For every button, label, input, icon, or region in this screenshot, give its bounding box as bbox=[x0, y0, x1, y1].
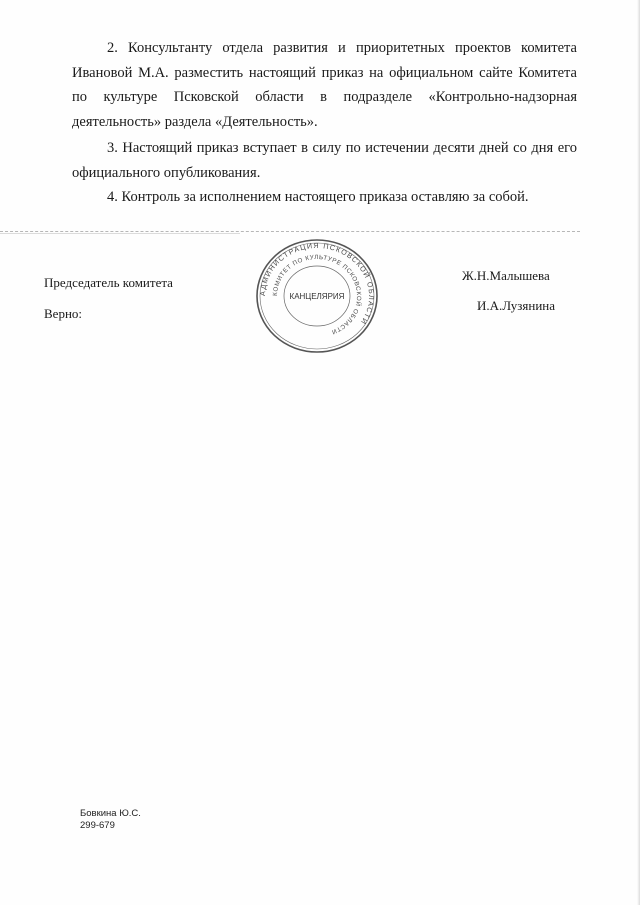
certifier-name: И.А.Лузянина bbox=[477, 298, 556, 313]
paragraph-4: 4. Контроль за исполнением настоящего приказа оставляю за собой. bbox=[107, 189, 529, 205]
executor-name: Бовкина Ю.С. bbox=[80, 808, 141, 819]
stamp-center-text: КАНЦЕЛЯРИЯ bbox=[289, 292, 345, 301]
stamp-seal-icon bbox=[252, 236, 382, 356]
paragraph-3: 3. Настоящий приказ вступает в силу по истечении десяти дней со дня его официального опубликования. bbox=[72, 140, 577, 181]
signatory-name: Ж.Н.Малышева bbox=[462, 268, 550, 283]
certified-label: Верно: bbox=[44, 306, 83, 321]
paragraph-2: 2. Консультанту отдела развития и приоритетных проектов комитета Ивановой М.А. разместить настоящий приказ на официальном сайте Комитета по культуре Псковской области в подразделе «Контрольно-надзорная деятельность» раздела «Деятельность». bbox=[72, 40, 577, 130]
executor-phone: 299-679 bbox=[80, 820, 115, 831]
office-stamp bbox=[252, 236, 382, 356]
stamp-outer-text: АДМИНИСТРАЦИЯ ПСКОВСКОЙ ОБЛАСТИ bbox=[257, 240, 377, 327]
executor-info bbox=[80, 808, 141, 832]
scan-artifact-line-secondary bbox=[0, 233, 240, 234]
stamp-inner-text: КОМИТЕТ ПО КУЛЬТУРЕ ПСКОВСКОЙ ОБЛАСТИ bbox=[271, 253, 363, 336]
scan-artifact-line bbox=[0, 231, 580, 232]
signatory-role: Председатель комитета bbox=[44, 275, 173, 290]
